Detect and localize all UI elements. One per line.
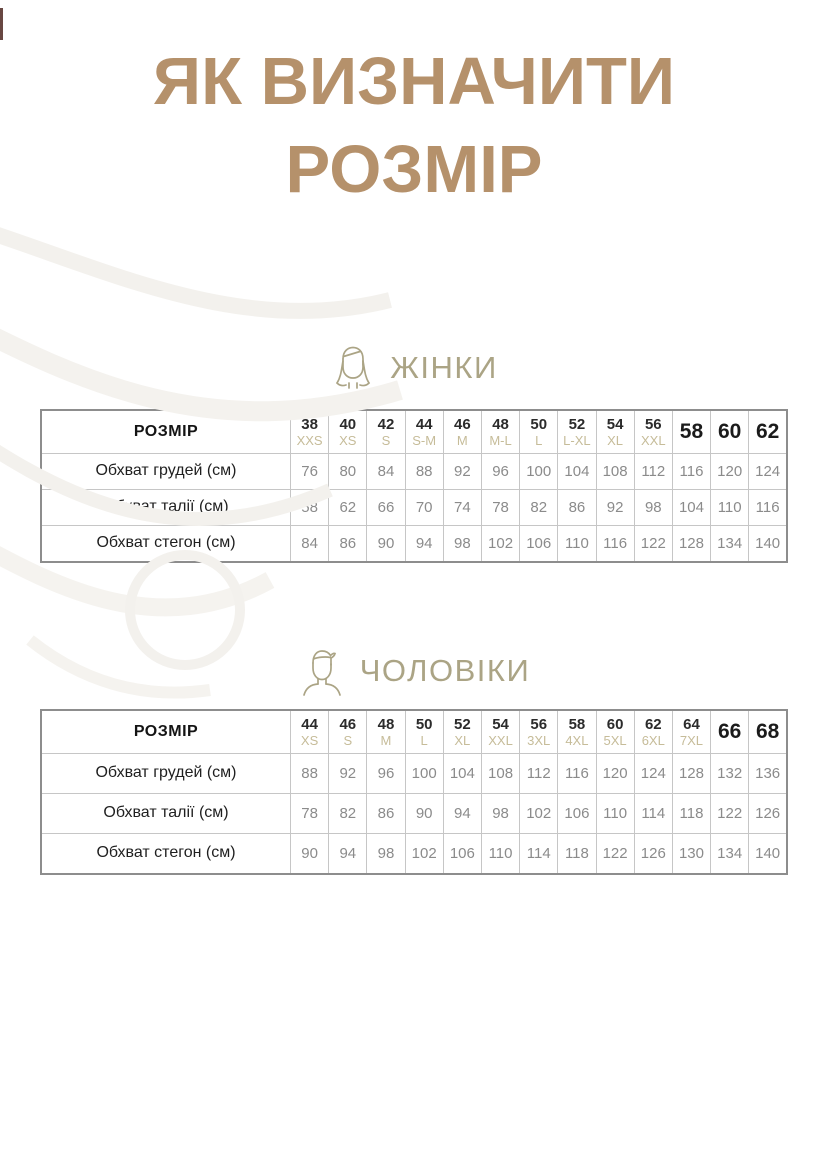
measurement-value: 104 [672, 489, 710, 525]
measurement-value: 122 [634, 525, 672, 562]
measurement-value: 128 [672, 525, 710, 562]
measurement-label: Обхват стегон (см) [41, 833, 291, 874]
measurement-value: 112 [520, 753, 558, 793]
measurement-value: 132 [711, 753, 749, 793]
woman-head-icon [330, 343, 376, 393]
size-number: 56 [530, 716, 548, 734]
measurement-value: 98 [634, 489, 672, 525]
size-number: 48 [492, 416, 509, 434]
size-number: 54 [606, 416, 624, 434]
size-number: 62 [644, 716, 662, 734]
measurement-value: 110 [711, 489, 749, 525]
table-row [41, 833, 787, 874]
size-column-header [634, 410, 672, 454]
size-letter: XXL [640, 432, 666, 448]
size-letter: XS [339, 432, 357, 448]
section-label-women: ЖІНКИ [390, 349, 498, 385]
size-number: 58 [568, 716, 586, 734]
measurement-value: 102 [405, 833, 443, 874]
measurement-value: 94 [443, 793, 481, 833]
measurement-label: Обхват стегон (см) [41, 525, 291, 562]
table-row [41, 489, 787, 525]
size-number: 54 [492, 716, 509, 734]
size-column-header [291, 410, 329, 454]
measurement-value: 104 [443, 753, 481, 793]
size-letter: XXS [296, 432, 323, 448]
size-column-header [711, 410, 749, 454]
size-letter: L [420, 732, 428, 748]
page-title [0, 0, 828, 215]
measurement-value: 140 [749, 833, 787, 874]
measurement-value: 84 [291, 525, 329, 562]
size-letter: M [456, 432, 468, 448]
measurement-value: 70 [405, 489, 443, 525]
measurement-value: 76 [291, 453, 329, 489]
measurement-value: 98 [443, 525, 481, 562]
measurement-value: 122 [711, 793, 749, 833]
size-number: 60 [606, 716, 624, 734]
measurement-value: 110 [596, 793, 634, 833]
size-letter: 7XL [679, 732, 704, 748]
measurement-value: 98 [481, 793, 519, 833]
measurement-label: Обхват грудей (см) [41, 453, 291, 489]
size-number: 40 [339, 416, 357, 434]
measurement-value: 86 [558, 489, 596, 525]
measurement-value: 92 [596, 489, 634, 525]
measurement-value: 86 [367, 793, 405, 833]
measurement-value: 84 [367, 453, 405, 489]
measurement-value: 134 [711, 525, 749, 562]
measurement-label: Обхват талії (см) [41, 793, 291, 833]
size-letter: L-XL [563, 432, 591, 448]
measurement-value: 116 [672, 453, 710, 489]
measurement-value: 66 [367, 489, 405, 525]
size-column-header [405, 710, 443, 754]
measurement-value: 108 [481, 753, 519, 793]
measurement-value: 96 [481, 453, 519, 489]
measurement-value: 110 [481, 833, 519, 874]
measurement-value: 94 [329, 833, 367, 874]
size-letter: 4XL [565, 732, 589, 748]
size-letter: S [343, 732, 353, 748]
men-size-table [40, 709, 788, 875]
size-column-header [596, 710, 634, 754]
measurement-value: 116 [596, 525, 634, 562]
measurement-value: 92 [329, 753, 367, 793]
measurement-value: 78 [291, 793, 329, 833]
size-letter: 6XL [641, 732, 665, 748]
measurement-value: 116 [558, 753, 596, 793]
table-row [41, 525, 787, 562]
measurement-value: 118 [672, 793, 710, 833]
size-column-header [329, 410, 367, 454]
measurement-value: 88 [405, 453, 443, 489]
measurement-value: 82 [520, 489, 558, 525]
measurement-value: 126 [749, 793, 787, 833]
measurement-value: 110 [558, 525, 596, 562]
measurement-value: 78 [481, 489, 519, 525]
section-header-women [0, 343, 828, 393]
size-number: 46 [454, 416, 471, 434]
measurement-value: 122 [596, 833, 634, 874]
size-letter: XS [300, 732, 319, 748]
page-title-line2: РОЗМІР [285, 132, 543, 208]
measurement-value: 98 [367, 833, 405, 874]
size-row-label: РОЗМІР [41, 410, 291, 454]
size-letter: M [380, 732, 392, 748]
measurement-value: 120 [596, 753, 634, 793]
size-number: 68 [755, 719, 780, 743]
size-column-header [481, 710, 519, 754]
size-number: 42 [377, 416, 395, 434]
size-letter: XL [454, 732, 471, 748]
measurement-value: 82 [329, 793, 367, 833]
section-header-men [0, 645, 828, 697]
measurement-value: 94 [405, 525, 443, 562]
table-row [41, 453, 787, 489]
size-number: 48 [377, 716, 395, 734]
size-row-label: РОЗМІР [41, 710, 291, 754]
measurement-value: 100 [405, 753, 443, 793]
section-label-men: ЧОЛОВІКИ [359, 652, 531, 688]
measurement-value: 90 [291, 833, 329, 874]
table-row [41, 793, 787, 833]
size-column-header [749, 710, 787, 754]
size-column-header [405, 410, 443, 454]
size-column-header [558, 410, 596, 454]
size-number: 52 [454, 716, 471, 734]
man-head-icon [298, 645, 346, 697]
size-column-header [711, 710, 749, 754]
measurement-value: 124 [749, 453, 787, 489]
size-column-header [329, 710, 367, 754]
measurement-value: 120 [711, 453, 749, 489]
size-letter: 5XL [603, 732, 627, 748]
measurement-value: 90 [405, 793, 443, 833]
size-column-header [672, 710, 710, 754]
size-number: 66 [717, 719, 742, 743]
size-number: 50 [530, 416, 548, 434]
size-column-header [596, 410, 634, 454]
measurement-value: 74 [443, 489, 481, 525]
measurement-value: 118 [558, 833, 596, 874]
size-column-header [672, 410, 710, 454]
size-column-header [367, 710, 405, 754]
measurement-value: 114 [634, 793, 672, 833]
measurement-value: 104 [558, 453, 596, 489]
measurement-value: 58 [291, 489, 329, 525]
size-column-header [749, 410, 787, 454]
measurement-value: 102 [520, 793, 558, 833]
measurement-value: 106 [558, 793, 596, 833]
measurement-value: 112 [634, 453, 672, 489]
size-number: 58 [679, 419, 704, 443]
size-letter: XXL [488, 732, 513, 748]
size-number: 52 [568, 416, 586, 434]
measurement-value: 124 [634, 753, 672, 793]
measurement-value: 102 [481, 525, 519, 562]
measurement-value: 134 [711, 833, 749, 874]
women-size-table [40, 409, 788, 563]
measurement-value: 88 [291, 753, 329, 793]
size-number: 44 [415, 416, 433, 434]
measurement-label: Обхват грудей (см) [41, 753, 291, 793]
size-number: 46 [339, 716, 357, 734]
measurement-value: 96 [367, 753, 405, 793]
size-number: 60 [717, 419, 742, 443]
size-number: 38 [301, 416, 318, 434]
measurement-value: 128 [672, 753, 710, 793]
size-letter: XL [607, 432, 624, 448]
measurement-value: 140 [749, 525, 787, 562]
size-number: 62 [755, 419, 780, 443]
size-letter: M-L [489, 432, 512, 448]
measurement-value: 130 [672, 833, 710, 874]
size-number: 56 [644, 416, 662, 434]
size-column-header [558, 710, 596, 754]
measurement-value: 90 [367, 525, 405, 562]
size-number: 50 [415, 716, 433, 734]
size-column-header [367, 410, 405, 454]
measurement-value: 100 [520, 453, 558, 489]
size-number: 64 [683, 716, 700, 734]
page-title-line1: ЯК ВИЗНАЧИТИ [152, 44, 676, 119]
size-letter: 3XL [527, 732, 551, 748]
measurement-value: 106 [520, 525, 558, 562]
measurement-label: Обхват талії (см) [41, 489, 291, 525]
size-letter: S [381, 432, 391, 448]
measurement-value: 126 [634, 833, 672, 874]
measurement-value: 114 [520, 833, 558, 874]
size-column-header [520, 710, 558, 754]
size-column-header [443, 710, 481, 754]
measurement-value: 86 [329, 525, 367, 562]
size-column-header [291, 710, 329, 754]
size-number: 44 [301, 716, 318, 734]
size-column-header [481, 410, 519, 454]
measurement-value: 92 [443, 453, 481, 489]
size-letter: L [535, 432, 543, 448]
measurement-value: 136 [749, 753, 787, 793]
measurement-value: 108 [596, 453, 634, 489]
table-row [41, 753, 787, 793]
size-column-header [520, 410, 558, 454]
measurement-value: 116 [749, 489, 787, 525]
measurement-value: 80 [329, 453, 367, 489]
measurement-value: 62 [329, 489, 367, 525]
size-column-header [443, 410, 481, 454]
measurement-value: 106 [443, 833, 481, 874]
size-letter: S-M [412, 432, 437, 448]
size-column-header [634, 710, 672, 754]
